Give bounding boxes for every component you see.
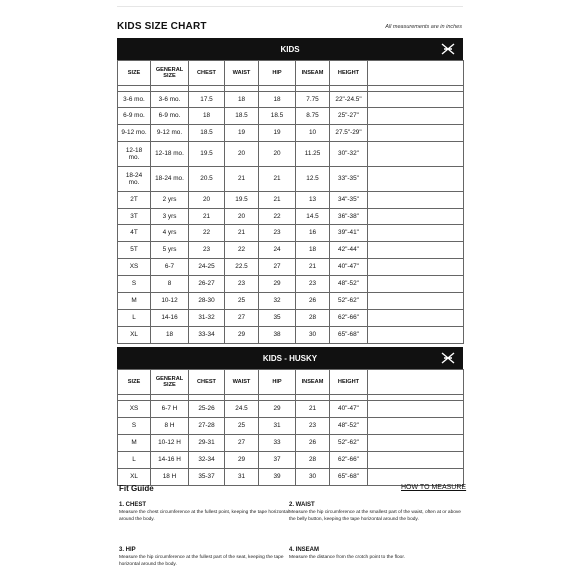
table-cell: S xyxy=(118,276,151,293)
table-cell: 8 xyxy=(151,276,189,293)
table-row xyxy=(118,92,464,108)
table-cell: 22 xyxy=(225,242,259,259)
column-header: HIP xyxy=(259,61,296,86)
table-cell: 17.5 xyxy=(189,92,225,108)
empty-cell xyxy=(368,418,464,435)
table-cell: 27 xyxy=(225,310,259,327)
table-cell: XL xyxy=(118,327,151,344)
table-cell: 29-31 xyxy=(189,435,225,452)
kids-size-table xyxy=(117,38,463,344)
table-cell: 22 xyxy=(259,209,296,225)
table-cell: 24.5 xyxy=(225,401,259,418)
table-cell: 5T xyxy=(118,242,151,259)
table-cell: 8 H xyxy=(151,418,189,435)
table-cell: 2T xyxy=(118,192,151,209)
empty-column-header xyxy=(368,61,464,86)
table-cell: 29 xyxy=(225,327,259,344)
empty-column-header xyxy=(368,370,464,395)
column-header: INSEAM xyxy=(296,370,330,395)
table-cell: 25-26 xyxy=(189,401,225,418)
table-row xyxy=(118,327,464,344)
table-cell: 3-6 mo. xyxy=(118,92,151,108)
table-cell: 18 xyxy=(259,92,296,108)
table-cell: 40"-47" xyxy=(330,401,368,418)
table-cell: 20 xyxy=(225,142,259,167)
table-cell: 30 xyxy=(296,327,330,344)
table-cell: 33-34 xyxy=(189,327,225,344)
table-row xyxy=(118,435,464,452)
table-cell: 18.5 xyxy=(189,125,225,142)
table-cell: 20.5 xyxy=(189,167,225,192)
table-cell: L xyxy=(118,452,151,469)
table-cell: 9-12 mo. xyxy=(118,125,151,142)
table-cell: L xyxy=(118,310,151,327)
empty-cell xyxy=(368,92,464,108)
empty-cell xyxy=(368,259,464,276)
empty-cell xyxy=(368,452,464,469)
table-cell: 40"-47" xyxy=(330,259,368,276)
table-cell: 34"-35" xyxy=(330,192,368,209)
column-header: SIZE xyxy=(118,61,151,86)
table-cell: 6-7 H xyxy=(151,401,189,418)
table-cell: 12-18 mo. xyxy=(118,142,151,167)
table-cell: 28-30 xyxy=(189,293,225,310)
table-cell: 27 xyxy=(225,435,259,452)
x-mark-logo-icon xyxy=(441,42,455,56)
table-cell: M xyxy=(118,293,151,310)
empty-cell xyxy=(368,225,464,242)
table-cell: 29 xyxy=(259,276,296,293)
table-cell: 23 xyxy=(189,242,225,259)
table-cell: 18 xyxy=(151,327,189,344)
table-cell: 28 xyxy=(296,310,330,327)
table-cell: 23 xyxy=(296,418,330,435)
table-cell: 21 xyxy=(296,401,330,418)
fit-item-text: Measure the chest circumference at the fullest point, keeping the tape horizontal around the body. xyxy=(119,510,290,522)
table-cell: 48"-52" xyxy=(330,418,368,435)
table-cell: 23 xyxy=(296,276,330,293)
table-cell: 38 xyxy=(259,327,296,344)
table-title: KIDS xyxy=(280,44,300,54)
table-cell: 52"-62" xyxy=(330,435,368,452)
column-header-row xyxy=(118,61,464,86)
table-cell: 26 xyxy=(296,435,330,452)
table-cell: 20 xyxy=(259,142,296,167)
table-cell: 23 xyxy=(225,276,259,293)
table-cell: 12.5 xyxy=(296,167,330,192)
empty-cell xyxy=(368,293,464,310)
empty-cell xyxy=(368,276,464,293)
table-cell: 33 xyxy=(259,435,296,452)
table-cell: 20 xyxy=(225,209,259,225)
table-cell: 4T xyxy=(118,225,151,242)
table-cell: 48"-52" xyxy=(330,276,368,293)
table-cell: 23 xyxy=(259,225,296,242)
table-cell: 4 yrs xyxy=(151,225,189,242)
table-cell: 7.75 xyxy=(296,92,330,108)
column-header: HIP xyxy=(259,370,296,395)
table-cell: 62"-66" xyxy=(330,452,368,469)
empty-cell xyxy=(368,192,464,209)
fit-item-heading: 3. HIP xyxy=(119,547,136,553)
table-row xyxy=(118,310,464,327)
how-to-measure-link[interactable]: HOW TO MEASURE xyxy=(401,484,467,491)
table-row xyxy=(118,209,464,225)
column-header: CHEST xyxy=(189,61,225,86)
kids-husky-size-table xyxy=(117,347,463,486)
table-cell: 28 xyxy=(296,452,330,469)
table-cell: 24 xyxy=(259,242,296,259)
fit-item-heading: 4. INSEAM xyxy=(289,547,320,553)
table-cell: 18 xyxy=(225,92,259,108)
table-cell: 19 xyxy=(225,125,259,142)
table-cell: 37 xyxy=(259,452,296,469)
page-title: KIDS SIZE CHART xyxy=(117,21,207,32)
table-cell: 9-12 mo. xyxy=(151,125,189,142)
table-cell: 65"-68" xyxy=(330,327,368,344)
table-cell: 32-34 xyxy=(189,452,225,469)
x-mark-logo-icon xyxy=(441,351,455,365)
table-cell: 22"-24.5" xyxy=(330,92,368,108)
table-cell: 52"-62" xyxy=(330,293,368,310)
table-cell: 39 xyxy=(259,469,296,486)
table-cell: 25"-27" xyxy=(330,108,368,125)
column-header: WAIST xyxy=(225,61,259,86)
table-cell: XS xyxy=(118,401,151,418)
fit-item-text: Measure the distance from the crotch point to the floor. xyxy=(289,555,405,560)
table-cell: 18 xyxy=(296,242,330,259)
table-cell: 26 xyxy=(296,293,330,310)
table-cell: 27-28 xyxy=(189,418,225,435)
table-cell: 32 xyxy=(259,293,296,310)
table-cell: 26-27 xyxy=(189,276,225,293)
table-cell: 21 xyxy=(225,225,259,242)
table-row xyxy=(118,225,464,242)
empty-cell xyxy=(368,310,464,327)
table-cell: 21 xyxy=(296,259,330,276)
column-header: CHEST xyxy=(189,370,225,395)
empty-cell xyxy=(368,327,464,344)
table-cell: 12-18 mo. xyxy=(151,142,189,167)
fit-item-hip xyxy=(119,547,294,569)
table-cell: 36"-38" xyxy=(330,209,368,225)
table-cell: 30"-32" xyxy=(330,142,368,167)
table-cell: 14-16 H xyxy=(151,452,189,469)
table-cell: 14-16 xyxy=(151,310,189,327)
table-cell: 31 xyxy=(225,469,259,486)
fit-item-inseam xyxy=(289,547,464,562)
empty-cell xyxy=(368,401,464,418)
table-cell: 5 yrs xyxy=(151,242,189,259)
size-table xyxy=(117,369,464,486)
table-cell: 33"-35" xyxy=(330,167,368,192)
fit-item-waist xyxy=(289,502,464,524)
table-cell: 24-25 xyxy=(189,259,225,276)
table-cell: 31-32 xyxy=(189,310,225,327)
table-cell: 18.5 xyxy=(259,108,296,125)
table-cell: M xyxy=(118,435,151,452)
table-cell: 42"-44" xyxy=(330,242,368,259)
table-cell: 21 xyxy=(225,167,259,192)
column-header: GENERAL SIZE xyxy=(151,370,189,395)
table-row xyxy=(118,401,464,418)
table-cell: 21 xyxy=(189,209,225,225)
table-cell: 19.5 xyxy=(189,142,225,167)
table-cell: 18-24 mo. xyxy=(118,167,151,192)
fit-item-text: Measure the hip circumference at the fullest part of the seat, keeping the tape horizontal around the body. xyxy=(119,555,284,567)
empty-cell xyxy=(368,125,464,142)
table-cell: 16 xyxy=(296,225,330,242)
table-row xyxy=(118,125,464,142)
table-cell: XS xyxy=(118,259,151,276)
table-cell: 30 xyxy=(296,469,330,486)
table-cell: 3-6 mo. xyxy=(151,92,189,108)
table-row xyxy=(118,418,464,435)
table-row xyxy=(118,469,464,486)
column-header: WAIST xyxy=(225,370,259,395)
table-cell: 2 yrs xyxy=(151,192,189,209)
empty-cell xyxy=(368,108,464,125)
table-cell: 29 xyxy=(225,452,259,469)
table-cell: 3 yrs xyxy=(151,209,189,225)
table-cell: 14.5 xyxy=(296,209,330,225)
table-cell: 27.5"-29" xyxy=(330,125,368,142)
column-header: HEIGHT xyxy=(330,370,368,395)
table-cell: 22.5 xyxy=(225,259,259,276)
table-row xyxy=(118,259,464,276)
table-cell: 35 xyxy=(259,310,296,327)
table-cell: 62"-66" xyxy=(330,310,368,327)
column-header: SIZE xyxy=(118,370,151,395)
table-cell: 27 xyxy=(259,259,296,276)
table-row xyxy=(118,142,464,167)
top-divider xyxy=(117,6,463,7)
table-row xyxy=(118,108,464,125)
table-title: KIDS - HUSKY xyxy=(262,353,318,363)
fit-guide-title: Fit Guide xyxy=(119,484,154,493)
table-cell: 65"-68" xyxy=(330,469,368,486)
table-cell: 8.75 xyxy=(296,108,330,125)
table-cell: 19 xyxy=(259,125,296,142)
table-row xyxy=(118,276,464,293)
table-cell: 10 xyxy=(296,125,330,142)
column-header: GENERAL SIZE xyxy=(151,61,189,86)
table-cell: 3T xyxy=(118,209,151,225)
table-cell: 21 xyxy=(259,192,296,209)
empty-cell xyxy=(368,142,464,167)
table-cell: 10-12 xyxy=(151,293,189,310)
fit-item-heading: 2. WAIST xyxy=(289,502,315,508)
table-cell: 18 xyxy=(189,108,225,125)
table-cell: 6-7 xyxy=(151,259,189,276)
column-header: HEIGHT xyxy=(330,61,368,86)
table-cell: 18-24 mo. xyxy=(151,167,189,192)
table-cell: 25 xyxy=(225,293,259,310)
table-cell: 10-12 H xyxy=(151,435,189,452)
table-cell: 18 H xyxy=(151,469,189,486)
table-cell: S xyxy=(118,418,151,435)
table-cell: 35-37 xyxy=(189,469,225,486)
table-cell: 6-9 mo. xyxy=(118,108,151,125)
column-header: INSEAM xyxy=(296,61,330,86)
table-cell: 29 xyxy=(259,401,296,418)
table-header-bar xyxy=(117,347,463,369)
table-cell: 6-9 mo. xyxy=(151,108,189,125)
fit-item-chest xyxy=(119,502,294,524)
table-header-bar xyxy=(117,38,463,60)
table-cell: 19.5 xyxy=(225,192,259,209)
table-row xyxy=(118,452,464,469)
fit-item-heading: 1. CHEST xyxy=(119,502,147,508)
table-row xyxy=(118,242,464,259)
column-header-row xyxy=(118,370,464,395)
table-cell: 39"-41" xyxy=(330,225,368,242)
empty-cell xyxy=(368,435,464,452)
table-row xyxy=(118,192,464,209)
table-cell: 22 xyxy=(189,225,225,242)
table-cell: 25 xyxy=(225,418,259,435)
table-cell: 11.25 xyxy=(296,142,330,167)
size-table xyxy=(117,60,464,344)
table-cell: 13 xyxy=(296,192,330,209)
table-cell: 21 xyxy=(259,167,296,192)
empty-cell xyxy=(368,209,464,225)
table-row xyxy=(118,167,464,192)
table-cell: 31 xyxy=(259,418,296,435)
empty-cell xyxy=(368,242,464,259)
table-cell: XL xyxy=(118,469,151,486)
table-cell: 18.5 xyxy=(225,108,259,125)
table-row xyxy=(118,293,464,310)
fit-item-text: Measure the hip circumference at the smallest part of the waist, often at or above the belly button, keeping the tape horizontal around the body. xyxy=(289,510,461,522)
table-cell: 20 xyxy=(189,192,225,209)
empty-cell xyxy=(368,167,464,192)
empty-cell xyxy=(368,469,464,486)
measurement-note: All measurements are in inches xyxy=(385,24,462,30)
